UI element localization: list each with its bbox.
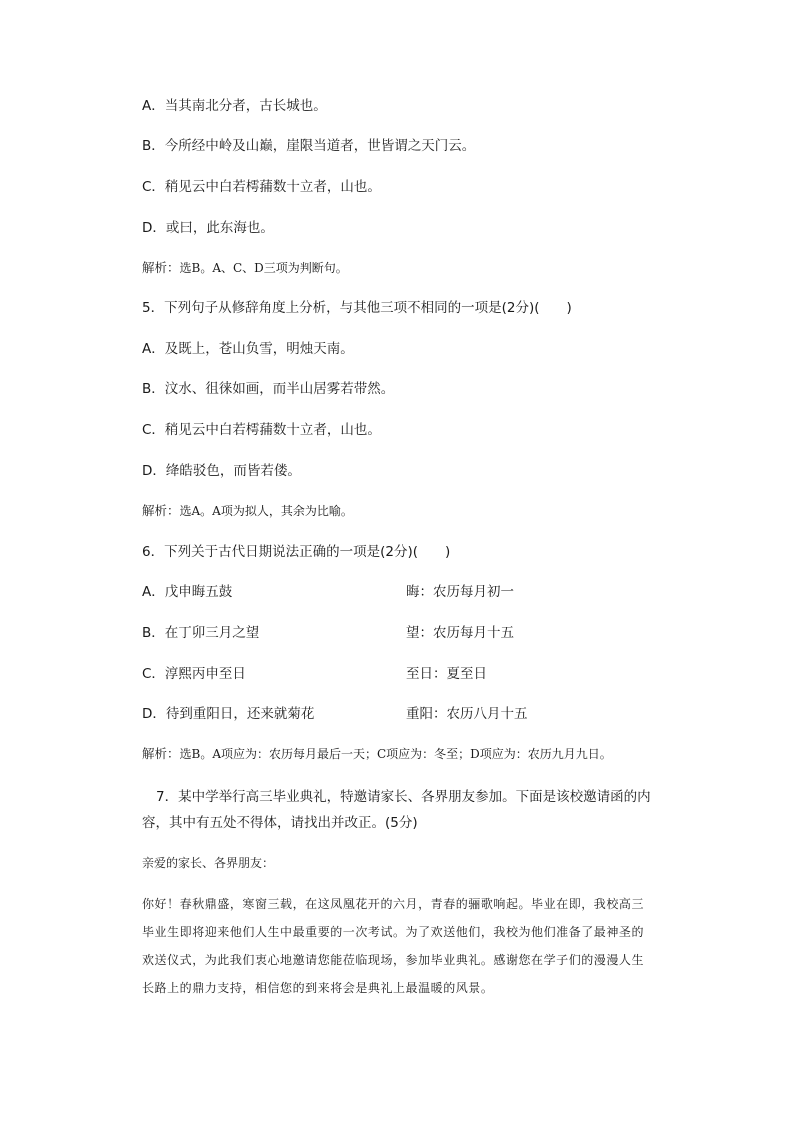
q4-option-a: A．当其南北分者，古长城也。 (142, 98, 327, 114)
q5-analysis (142, 501, 353, 521)
q6-analysis-label: 解析： (142, 746, 180, 761)
q7-question: 7．某中学举行高三毕业典礼，特邀请家长、各界朋友参加。下面是该校邀请函的内容，其中有五处不得体，请找出并改正。(5分) (142, 789, 651, 831)
q6-row-b-left: B．在丁卯三月之望 (142, 625, 260, 641)
q5-question: 5．下列句子从修辞角度上分析，与其他三项不相同的一项是(2分)( ) (142, 300, 572, 316)
q4-analysis-text: 选B。A、C、D三项为判断句。 (179, 261, 348, 275)
q4-option-c: C．稍见云中白若樗蒱数十立者，山也。 (142, 179, 381, 195)
q4-analysis (142, 258, 348, 278)
q6-row-c (142, 664, 246, 684)
q7-letter-salutation: 亲爱的家长、各界朋友： (142, 856, 275, 870)
q6-row-c-right: 至日：夏至日 (406, 666, 487, 682)
q5-analysis-label: 解析： (142, 503, 180, 518)
q5-option-d: D．绛皓驳色，而皆若偻。 (142, 463, 301, 479)
q6-row-d (142, 704, 314, 724)
q4-option-b: B．今所经中岭及山巅，崖限当道者，世皆谓之天门云。 (142, 138, 476, 154)
q5-option-c: C．稍见云中白若樗蒱数十立者，山也。 (142, 422, 381, 438)
q6-row-a-right: 晦：农历每月初一 (406, 584, 514, 600)
q6-row-a (142, 582, 232, 602)
q6-row-b-right: 望：农历每月十五 (406, 625, 514, 641)
q4-analysis-label: 解析： (142, 260, 180, 275)
q6-row-d-left: D．待到重阳日，还来就菊花 (142, 706, 315, 722)
q7-letter-body: 你好！春秋鼎盛，寒窗三载，在这凤凰花开的六月，青春的骊歌响起。毕业在即，我校高三毕业生即将迎来他们人生中最重要的一次考试。为了欢送他们，我校为他们准备了最神圣的欢送仪式，为此我们衷心地邀请您能莅临现场，参加毕业典礼。感谢您在学子们的漫漫人生长路上的鼎力支持，相信您的到来将会是典礼上最温暖的风景。 (142, 897, 645, 995)
q6-question: 6．下列关于古代日期说法正确的一项是(2分)( ) (142, 544, 451, 560)
q6-row-c-left: C．淳熙丙申至日 (142, 666, 246, 682)
q6-row-a-left: A．戊申晦五鼓 (142, 584, 233, 600)
q6-row-b (142, 623, 259, 643)
q4-option-d: D．或曰，此东海也。 (142, 220, 274, 236)
q5-option-a: A．及既上，苍山负雪，明烛天南。 (142, 341, 354, 357)
q5-option-b: B．汶水、徂徕如画，而半山居雾若带然。 (142, 381, 395, 397)
q6-analysis (142, 744, 612, 764)
q5-analysis-text: 选A。A项为拟人，其余为比喻。 (179, 504, 353, 518)
q6-row-d-right: 重阳：农历八月十五 (406, 706, 528, 722)
q6-analysis-text: 选B。A项应为：农历每月最后一天；C项应为：冬至；D项应为：农历九月九日。 (179, 747, 612, 761)
